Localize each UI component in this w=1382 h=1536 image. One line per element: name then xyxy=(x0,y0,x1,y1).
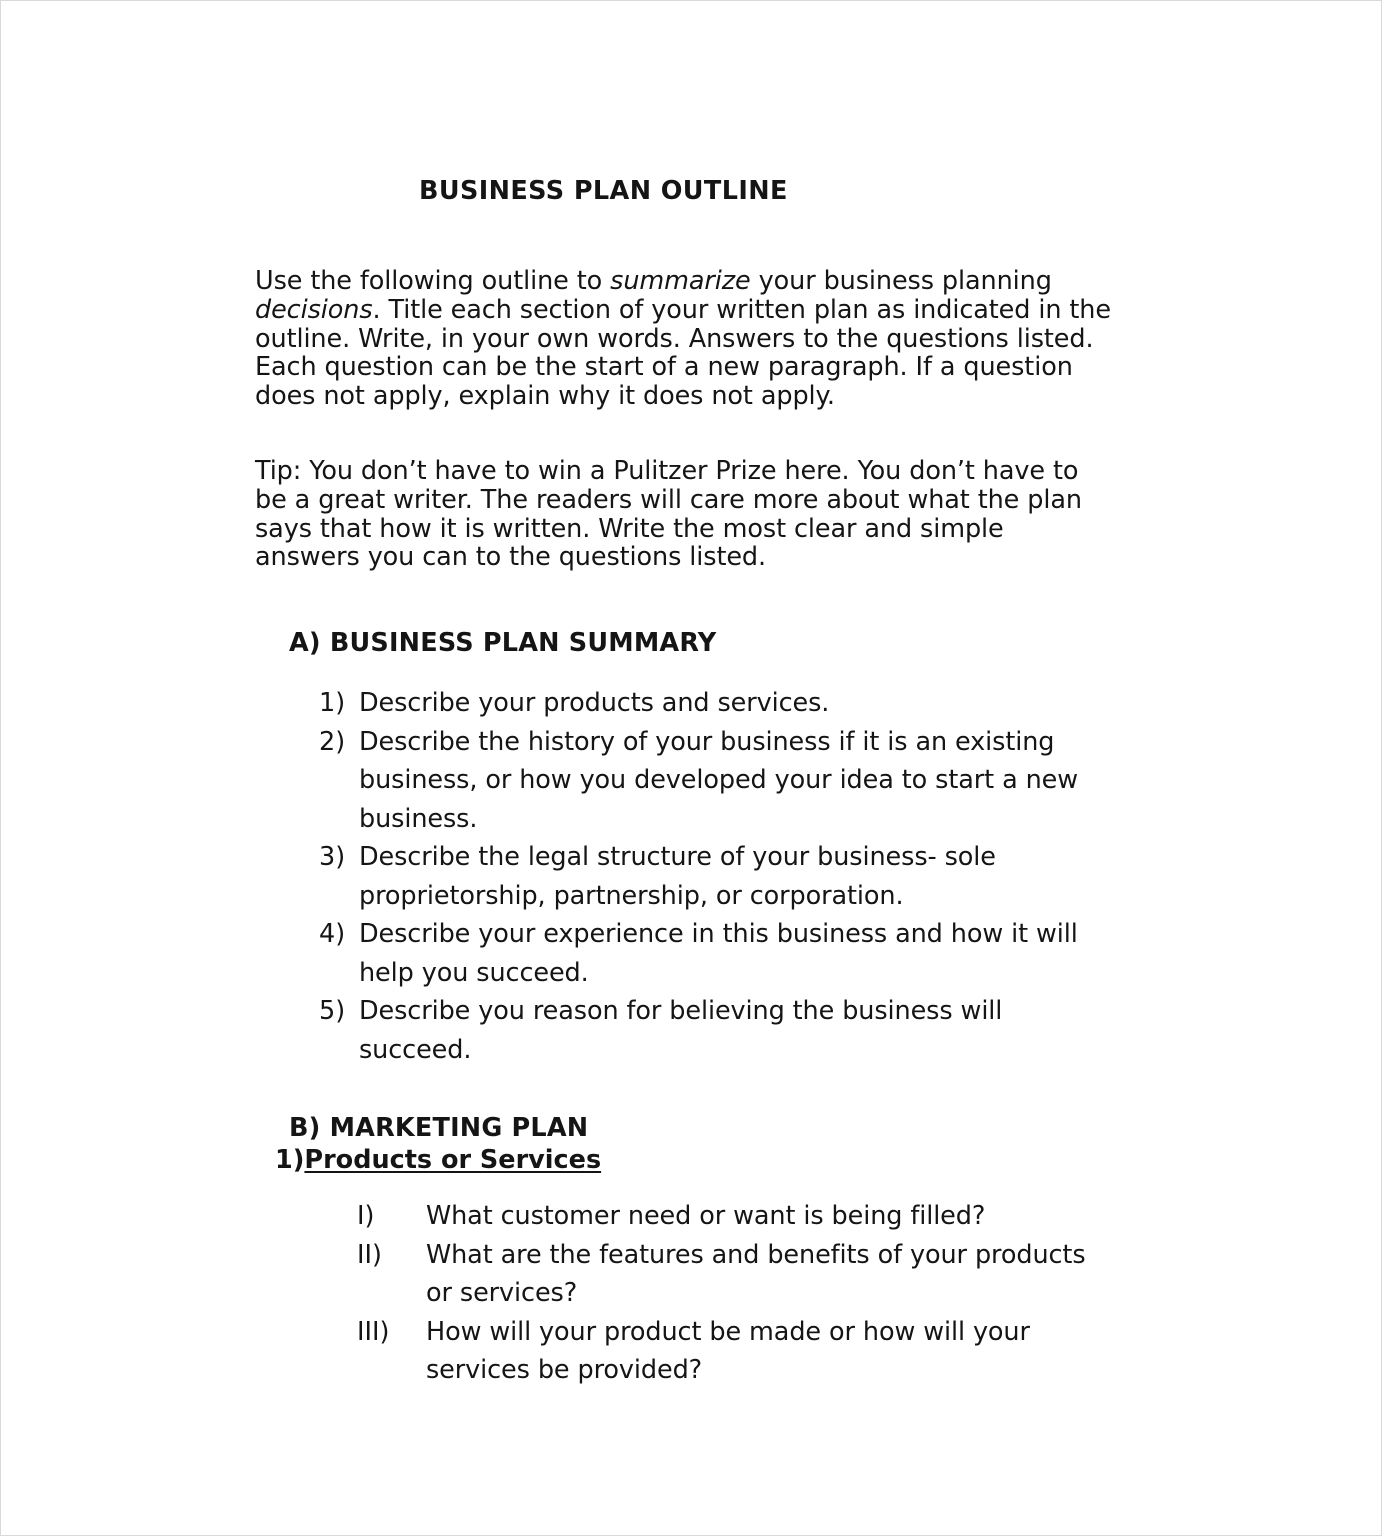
spacer xyxy=(255,1069,1115,1113)
section-heading-b: B) MARKETING PLAN xyxy=(289,1113,589,1144)
tip-paragraph: Tip: You don’t have to win a Pulitzer Prize here. You don’t have to be a great writer. The readers will care more about what the plan says that how it is written. Write the most clear and simple answers you can to the questions listed. xyxy=(255,456,1082,573)
list-item-text: Describe you reason for believing the business will succeed. xyxy=(359,996,1003,1065)
list-item xyxy=(319,915,1115,992)
section-b-subheading xyxy=(255,1145,1115,1175)
list-marker: III) xyxy=(357,1316,390,1347)
subheading-marker: 1) xyxy=(275,1145,305,1176)
list-item-text: Describe your experience in this business and how it will help you succeed. xyxy=(359,919,1078,988)
list-item xyxy=(319,723,1115,839)
list-item-text: How will your product be made or how will your services be provided? xyxy=(426,1316,1030,1386)
list-item-text: Describe your products and services. xyxy=(359,688,830,719)
subheading-label: Products or Services xyxy=(304,1145,602,1176)
list-item-text: Describe the legal structure of your business- sole proprietorship, partnership, or corporation. xyxy=(359,842,996,911)
list-item-text: Describe the history of your business if it is an existing business, or how you developed your idea to start a new business. xyxy=(359,726,1079,834)
section-heading-a: A) BUSINESS PLAN SUMMARY xyxy=(289,628,717,659)
list-marker: 2) xyxy=(319,726,346,757)
section-a-list xyxy=(255,684,1115,1069)
section-b-list xyxy=(255,1197,1115,1390)
page-title: BUSINESS PLAN OUTLINE xyxy=(419,176,788,206)
intro-text-part2: your business planning xyxy=(750,266,1052,297)
document-body xyxy=(255,177,1115,1390)
list-marker: II) xyxy=(357,1239,382,1270)
list-marker: I) xyxy=(357,1201,375,1232)
list-item xyxy=(357,1236,1115,1313)
intro-paragraph xyxy=(255,267,1115,411)
list-marker: 3) xyxy=(319,842,346,873)
list-item xyxy=(319,684,1115,723)
spacer xyxy=(255,658,1115,684)
list-item xyxy=(319,992,1115,1069)
list-marker: 4) xyxy=(319,919,346,950)
list-item xyxy=(319,838,1115,915)
intro-text-part3: . Title each section of your written plan as indicated in the outline. Write, in your own words. Answers to the questions listed. Each question can be the start of a new paragraph. If a question does not apply, explain why it does not apply. xyxy=(255,294,1111,412)
spacer xyxy=(255,572,1115,628)
list-item-text: What are the features and benefits of your products or services? xyxy=(426,1239,1086,1309)
list-item xyxy=(357,1197,1115,1236)
list-item xyxy=(357,1313,1115,1390)
list-marker: 1) xyxy=(319,688,346,719)
intro-italic-summarize: summarize xyxy=(610,266,751,297)
intro-italic-decisions: decisions xyxy=(255,294,373,325)
list-item-text: What customer need or want is being filled? xyxy=(426,1201,986,1232)
list-marker: 5) xyxy=(319,996,346,1027)
intro-text-part1: Use the following outline to xyxy=(255,266,611,297)
